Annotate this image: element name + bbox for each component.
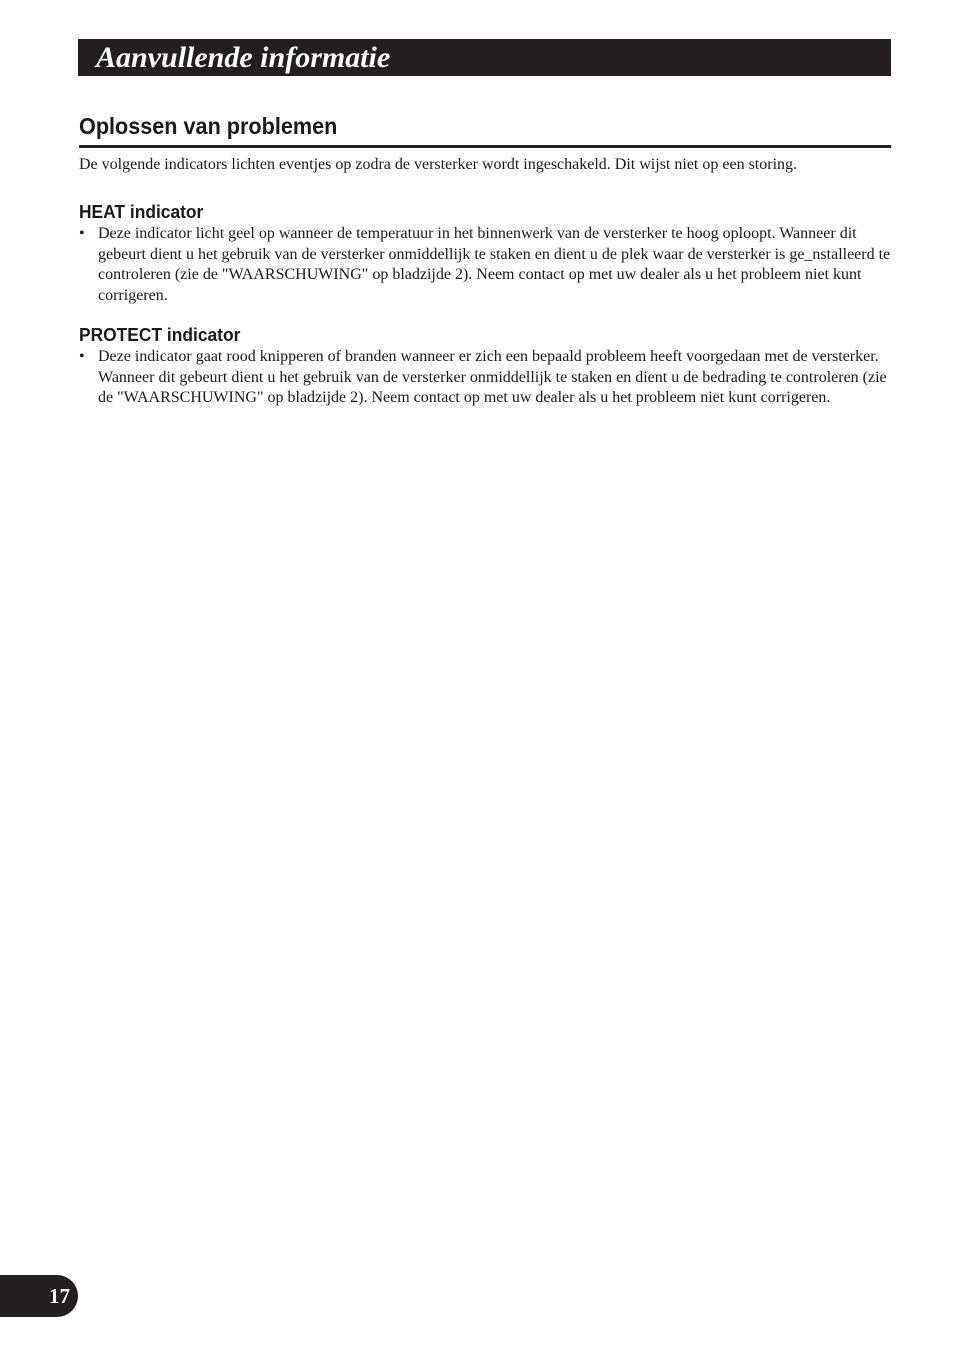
heat-indicator-text: Deze indicator licht geel op wanneer de temperatuur in het binnenwerk van de versterker te hoog oploopt. Wanneer dit gebeurt dient u het gebruik van de versterker onmiddellijk te staken en dient u de plek waar de versterker is ge_nstalleerd te controleren (zie de "WAARSCHUWING" op bladzijde 2). Neem contact op met uw dealer als u het probleem niet kunt corrigeren. <box>98 225 891 304</box>
chapter-title: Aanvullende informatie <box>96 41 391 74</box>
heat-indicator-item <box>79 224 891 306</box>
page-number: 17 <box>49 1284 70 1308</box>
protect-indicator-heading: PROTECT indicator <box>79 324 241 345</box>
heat-indicator-list <box>79 224 891 306</box>
heat-indicator-heading: HEAT indicator <box>79 201 204 222</box>
bullet-icon: • <box>79 348 85 365</box>
protect-indicator-item <box>79 347 891 409</box>
section-intro: De volgende indicators lichten eventjes op zodra de versterker wordt ingeschakeld. Dit wijst niet op een storing. <box>79 156 798 173</box>
section-title: Oplossen van problemen <box>79 110 891 148</box>
protect-indicator-list <box>79 347 891 409</box>
protect-indicator-text: Deze indicator gaat rood knipperen of branden wanneer er zich een bepaald probleem heeft voorgedaan met de versterker. Wanneer dit gebeurt dient u het gebruik van de versterker onmiddellijk te staken en dient u de bedrading te controleren (zie de "WAARSCHUWING" op bladzijde 2). Neem contact op met uw dealer als u het probleem niet kunt corrigeren. <box>98 348 887 406</box>
page-number-badge <box>0 1275 78 1317</box>
page-content <box>79 110 891 409</box>
bullet-icon: • <box>79 225 85 242</box>
chapter-header-bar <box>78 39 891 76</box>
